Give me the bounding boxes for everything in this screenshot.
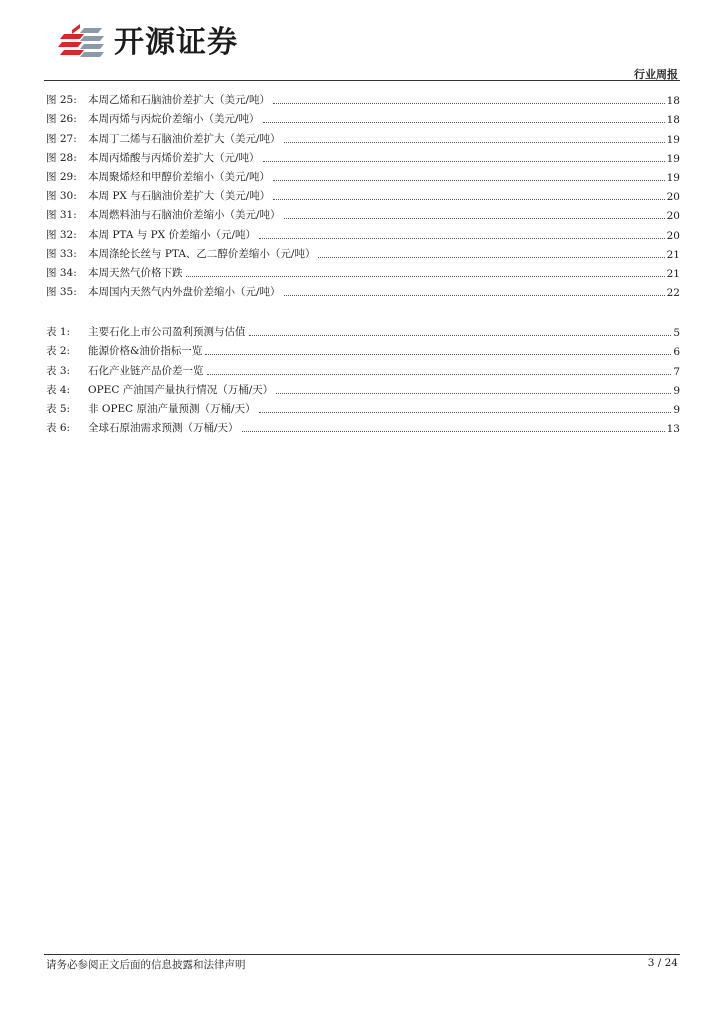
dot-leader [259, 238, 665, 239]
dot-leader [242, 431, 665, 432]
toc-entry-title: 本周丙烯与丙烷价差缩小（美元/吨） [88, 113, 260, 126]
toc-entry-page: 18 [666, 114, 680, 127]
dot-leader [207, 374, 672, 375]
dot-leader [273, 199, 664, 200]
toc-entry-label: 表 6: [46, 422, 71, 435]
toc-entry[interactable] [46, 165, 680, 184]
toc-entry-page: 19 [666, 171, 680, 184]
toc-entry-label: 图 29: [46, 170, 77, 183]
company-logo [58, 22, 238, 64]
toc-entry-label: 图 31: [46, 209, 77, 222]
dot-leader [276, 393, 671, 394]
toc-entry-title: 本周燃料油与石脑油价差缩小（美元/吨） [88, 209, 281, 222]
toc-entry-page: 19 [666, 152, 680, 165]
dot-leader [284, 295, 665, 296]
toc-entry-label: 图 32: [46, 228, 77, 241]
footer-divider [44, 954, 680, 955]
toc-entry-label: 表 3: [46, 364, 71, 377]
toc-entry-page: 19 [666, 133, 680, 146]
toc-entry[interactable] [46, 107, 680, 126]
dot-leader [249, 335, 672, 336]
toc-entry-title: 本周乙烯和石脑油价差扩大（美元/吨） [88, 94, 271, 107]
toc-entry-title: 石化产业链产品价差一览 [88, 364, 204, 377]
toc-entry-label: 表 4: [46, 383, 71, 396]
dot-leader [273, 103, 665, 104]
toc-entry-label: 图 30: [46, 190, 77, 203]
toc-entry[interactable] [46, 261, 680, 280]
toc-entry[interactable] [46, 320, 680, 339]
footer-disclaimer: 请务必参阅正文后面的信息披露和法律声明 [46, 959, 246, 971]
toc-entry-title: 本周聚烯烃和甲醇价差缩小（美元/吨） [88, 170, 271, 183]
toc-entry-title: 本周丙烯酸与丙烯价差扩大（元/吨） [88, 151, 260, 164]
toc-entry-page: 20 [666, 191, 680, 204]
toc-entry-page: 22 [666, 287, 680, 300]
table-list [46, 320, 680, 435]
toc-entry-page: 18 [666, 95, 680, 108]
toc-entry-label: 图 28: [46, 151, 77, 164]
toc-entry-title: 能源价格&油价指标一览 [88, 345, 203, 358]
toc-entry[interactable] [46, 397, 680, 416]
toc-entry[interactable] [46, 184, 680, 203]
toc-entry-label: 图 35: [46, 286, 77, 299]
toc-entry[interactable] [46, 416, 680, 435]
brand-name: 开源证券 [114, 25, 238, 60]
dot-leader [284, 218, 665, 219]
toc-entry-title: 本周国内天然气内外盘价差缩小（元/吨） [88, 286, 281, 299]
logo-mark-icon [58, 24, 106, 62]
toc-entry-label: 图 33: [46, 247, 77, 260]
toc-entry-title: 本周 PTA 与 PX 价差缩小（元/吨） [88, 228, 257, 241]
dot-leader [263, 122, 665, 123]
toc-entry[interactable] [46, 358, 680, 377]
toc-entry[interactable] [46, 203, 680, 222]
toc-entry-page: 21 [666, 267, 680, 280]
toc-entry-title: 非 OPEC 原油产量预测（万桶/天） [88, 402, 256, 415]
dot-leader [186, 276, 665, 277]
toc-entry-label: 图 25: [46, 94, 77, 107]
toc-entry[interactable] [46, 222, 680, 241]
toc-entry[interactable] [46, 88, 680, 107]
dot-leader [284, 142, 665, 143]
toc-entry-page: 5 [673, 327, 680, 340]
toc-entry-label: 表 5: [46, 402, 71, 415]
figure-list [46, 88, 680, 299]
toc-entry-page: 9 [673, 403, 680, 416]
page-number: 3 / 24 [647, 957, 678, 969]
toc-entry-title: 本周涤纶长丝与 PTA、乙二醇价差缩小（元/吨） [88, 247, 316, 260]
report-type: 行业周报 [634, 68, 678, 81]
toc-entry-label: 图 26: [46, 113, 77, 126]
toc-entry[interactable] [46, 146, 680, 165]
toc-entry[interactable] [46, 280, 680, 299]
toc-entry-title: 本周 PX 与石脑油价差扩大（美元/吨） [88, 190, 271, 203]
header-divider [44, 80, 680, 81]
toc-entry-page: 20 [666, 210, 680, 223]
toc-entry-page: 13 [666, 423, 680, 436]
dot-leader [273, 180, 665, 181]
toc-entry[interactable] [46, 378, 680, 397]
toc-entry-page: 21 [666, 248, 680, 261]
dot-leader [205, 354, 671, 355]
toc-entry-label: 表 2: [46, 345, 71, 358]
toc-entry-page: 9 [673, 384, 680, 397]
toc-entry-title: 本周丁二烯与石脑油价差扩大（美元/吨） [88, 132, 281, 145]
dot-leader [259, 412, 672, 413]
toc-entry-title: 本周天然气价格下跌 [88, 266, 183, 279]
toc-entry[interactable] [46, 339, 680, 358]
toc-entry-title: OPEC 产油国产量执行情况（万桶/天） [88, 383, 274, 396]
dot-leader [318, 257, 664, 258]
toc-entry-title: 主要石化上市公司盈利预测与估值 [88, 326, 246, 339]
toc-entry-page: 20 [666, 229, 680, 242]
toc-entry-label: 图 27: [46, 132, 77, 145]
toc-entry-label: 图 34: [46, 266, 77, 279]
toc-entry-page: 6 [673, 346, 680, 359]
toc-entry-page: 7 [673, 365, 680, 378]
toc-entry-title: 全球石原油需求预测（万桶/天） [88, 422, 239, 435]
toc-entry[interactable] [46, 242, 680, 261]
toc-entry[interactable] [46, 126, 680, 145]
dot-leader [263, 161, 665, 162]
toc-entry-label: 表 1: [46, 326, 71, 339]
